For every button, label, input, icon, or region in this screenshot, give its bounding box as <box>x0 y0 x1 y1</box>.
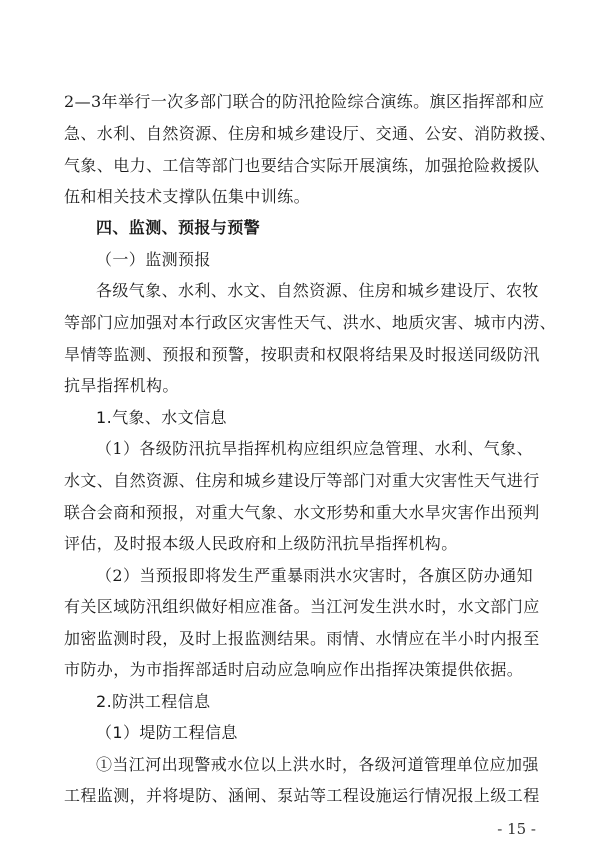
paragraph-line: 旱情等监测、预报和预警，按职责和权限将结果及时报送同级防汛 <box>64 345 540 364</box>
item-heading: 2.防洪工程信息 <box>96 692 211 711</box>
paragraph-line: 急、水利、自然资源、住房和城乡建设厅、交通、公安、消防救援、 <box>64 124 557 143</box>
subitem-heading: （1）堤防工程信息 <box>96 723 238 742</box>
paragraph-line: ①当江河出现警戒水位以上洪水时，各级河道管理单位应加强 <box>96 755 539 774</box>
paragraph-line: （1）各级防汛抗旱指挥机构应组织应急管理、水利、气象、 <box>96 439 533 458</box>
paragraph-line: 气象、电力、工信等部门也要结合实际开展演练，加强抢险救援队 <box>64 156 540 175</box>
paragraph-line: 加密监测时段，及时上报监测结果。雨情、水情应在半小时内报至 <box>64 629 540 648</box>
page-number: - 15 - <box>497 820 536 838</box>
paragraph-line: 工程监测，并将堤防、涵闸、泵站等工程设施运行情况报上级工程 <box>64 786 540 805</box>
paragraph-line: 评估，及时报本级人民政府和上级防汛抗旱指挥机构。 <box>64 534 458 553</box>
paragraph-line: 抗旱指挥机构。 <box>64 376 179 395</box>
section-heading: 四、监测、预报与预警 <box>96 218 261 237</box>
paragraph-line: 伍和相关技术支撑队伍集中训练。 <box>64 187 311 206</box>
paragraph-line: 联合会商和预报，对重大气象、水文形势和重大水旱灾害作出预判 <box>64 503 540 522</box>
subsection-heading: （一）监测预报 <box>96 250 211 269</box>
paragraph-line: 各级气象、水利、水文、自然资源、住房和城乡建设厅、农牧 <box>96 281 539 300</box>
paragraph-line: 市防办，为市指挥部适时启动应急响应作出指挥决策提供依据。 <box>64 660 524 679</box>
item-heading: 1.气象、水文信息 <box>96 408 227 427</box>
paragraph-line: 2—3年举行一次多部门联合的防汛抢险综合演练。旗区指挥部和应 <box>64 92 545 111</box>
paragraph-line: 有关区域防汛组织做好相应准备。当江河发生洪水时，水文部门应 <box>64 597 540 616</box>
paragraph-line: 等部门应加强对本行政区灾害性天气、洪水、地质灾害、城市内涝、 <box>64 313 557 332</box>
paragraph-line: （2）当预报即将发生严重暴雨洪水灾害时，各旗区防办通知 <box>96 566 533 585</box>
paragraph-line: 水文、自然资源、住房和城乡建设厅等部门对重大灾害性天气进行 <box>64 471 540 490</box>
